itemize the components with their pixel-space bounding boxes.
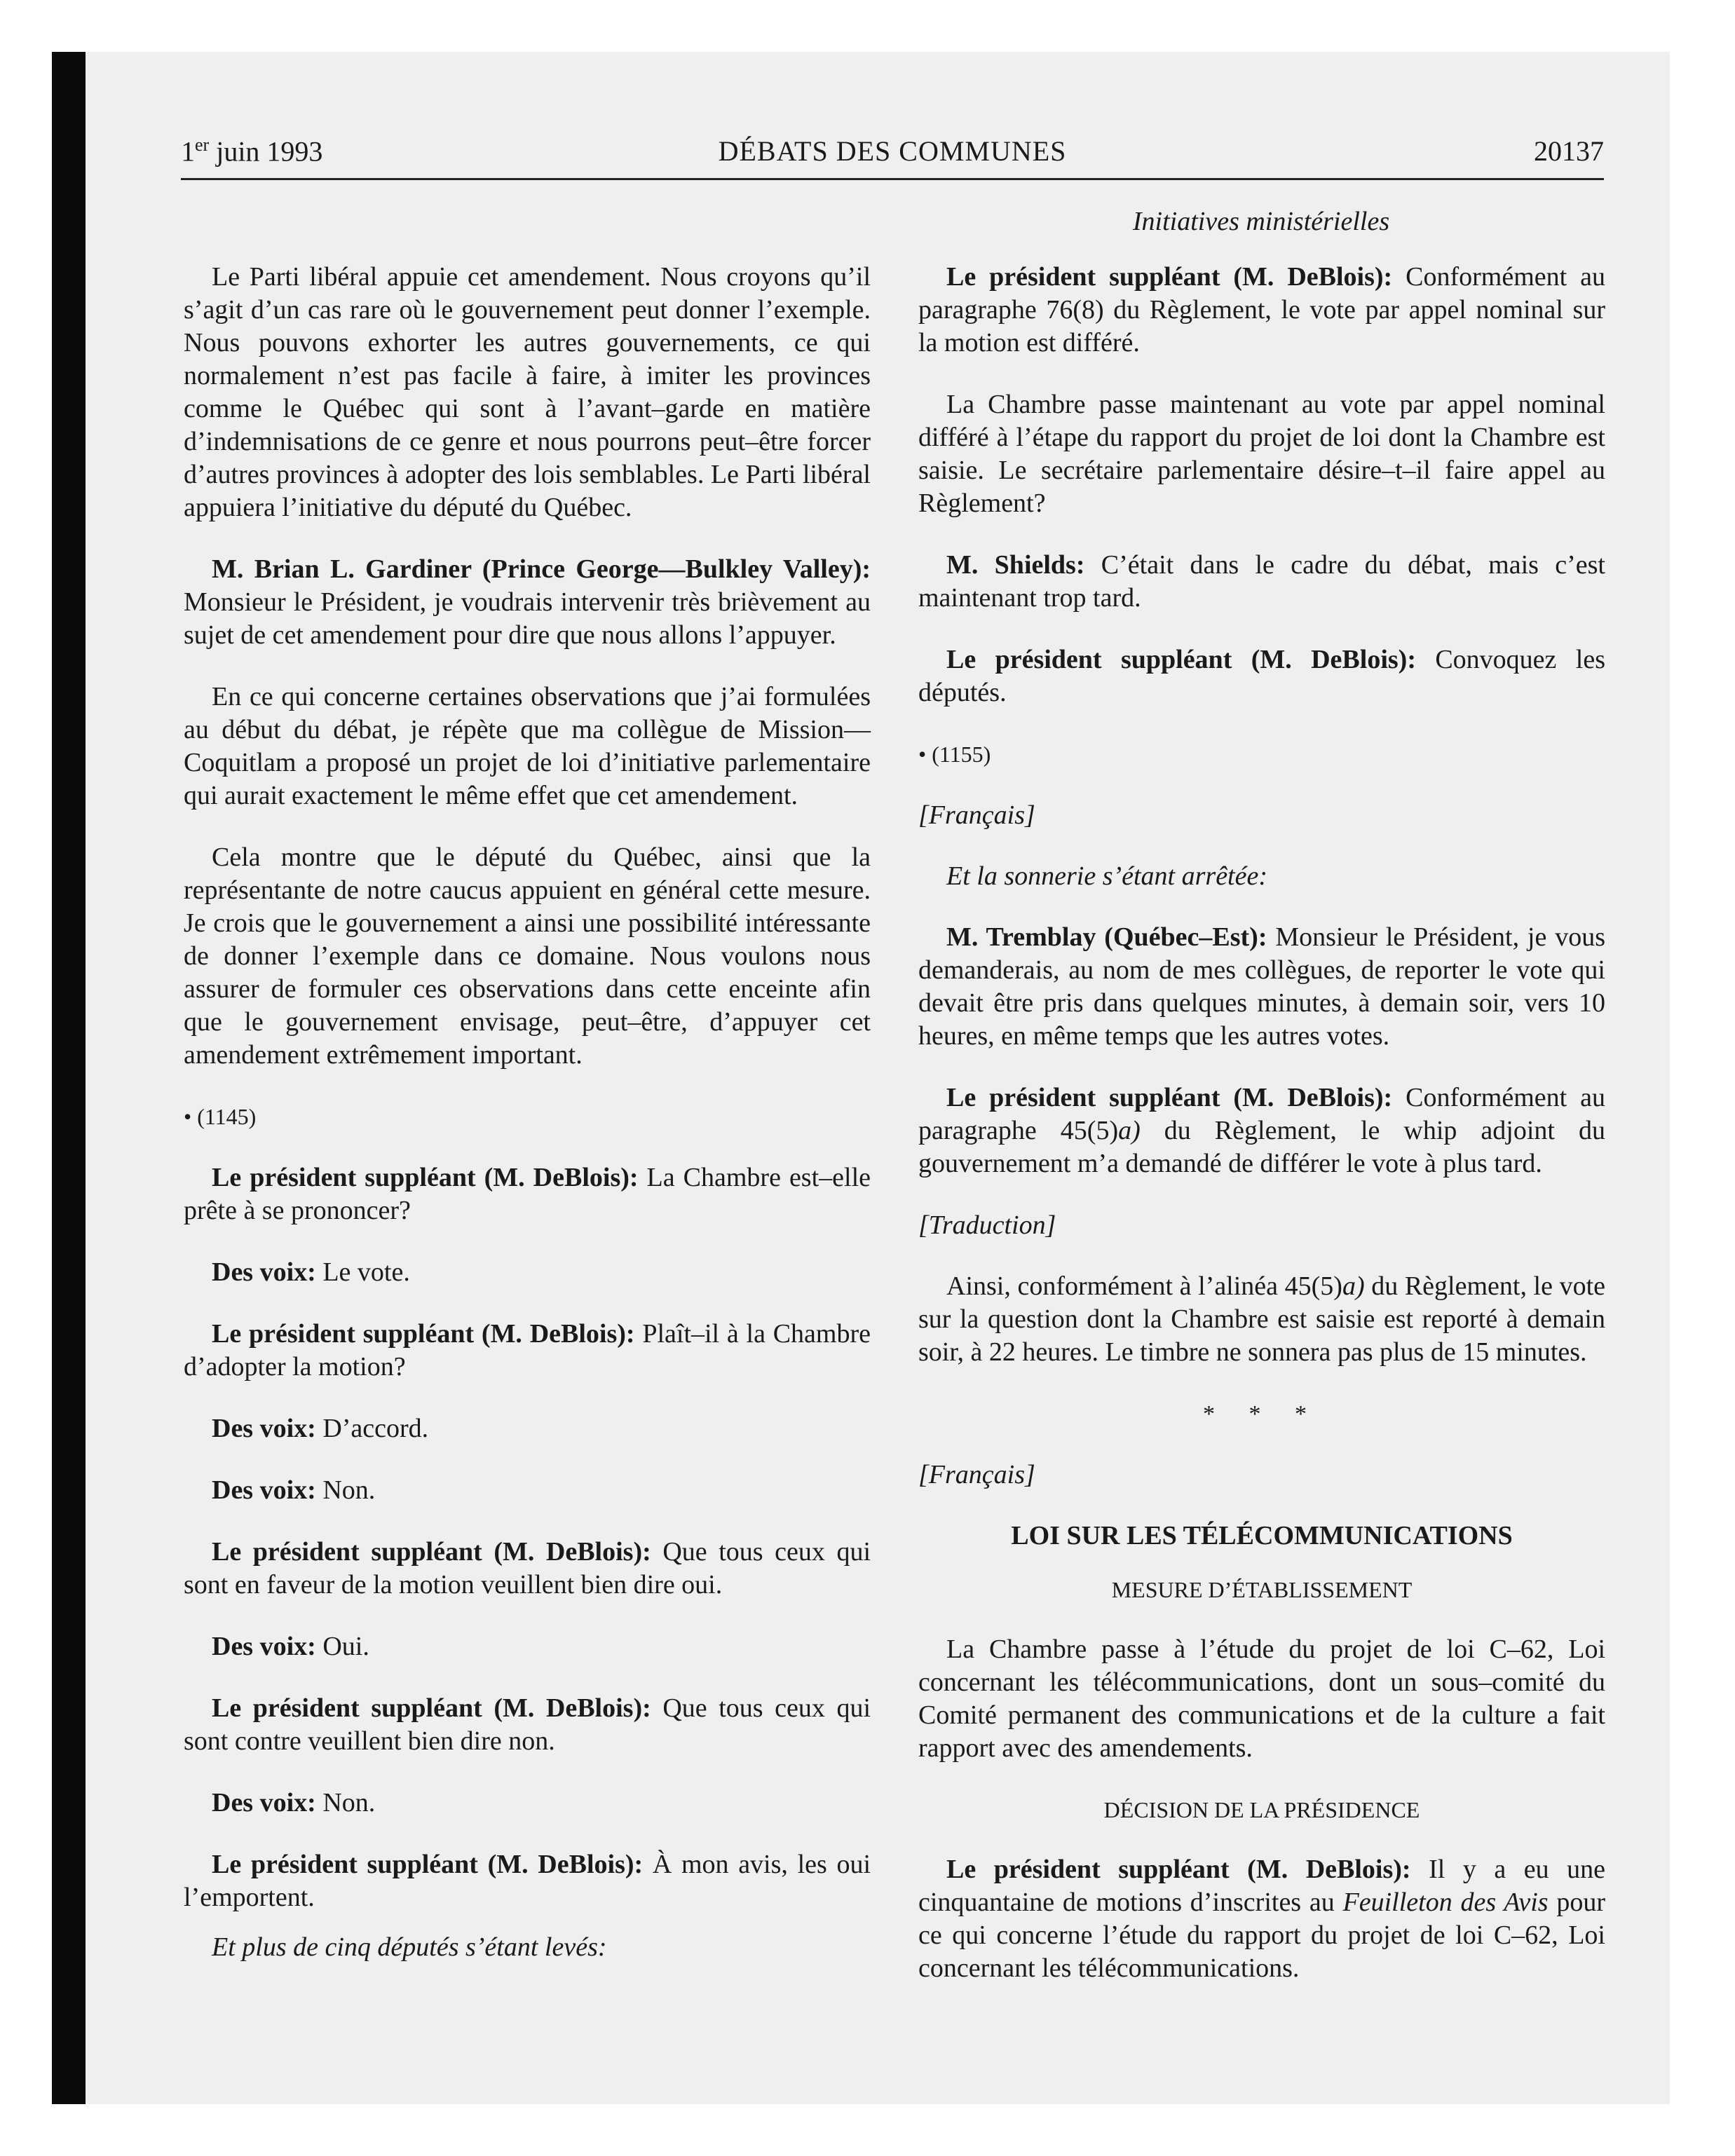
paragraph: Le président suppléant (M. DeBlois): Conformément au paragraphe 45(5)a) du Règlement, le whip adjoint du gouvernement m’a demandé de différer le vote à plus tard. [918,1083,1605,1178]
speaker-name: Des voix: [212,1475,316,1505]
stage-direction: Et la sonnerie s’étant arrêtée: [946,861,1268,891]
paragraph: La Chambre passe à l’étude du projet de loi C–62, Loi concernant les télécommunications, dont un sous–comité du Comité permanent des communications et de la culture a fait rapport avec des amendements. [918,1635,1605,1763]
paragraph: Le président suppléant (M. DeBlois): La Chambre est–elle prête à se prononcer? [184,1163,871,1225]
header-title: DÉBATS DES COMMUNES [718,135,1067,167]
paragraph: Des voix: Le vote. [212,1257,410,1287]
page-number: 20137 [1534,135,1604,167]
speaker-name: Le président suppléant (M. DeBlois): [946,262,1393,292]
time-marker: • (1145) [184,1104,257,1129]
section-separator: * * * [1203,1401,1321,1427]
paragraph: En ce qui concerne certaines observations que j’ai formulées au début du débat, je répète que ma collègue de Mission—Coquitlam a proposé un projet de loi d’initiative parlementaire qui aurait exactement le même effet que cet amendement. [184,682,871,810]
paragraph: Le président suppléant (M. DeBlois): Il y a eu une cinquantaine de motions d’inscrites au Feuilleton des Avis pour ce qui concerne l’étude du rapport du projet de loi C–62, Loi concernant les télécommunications. [918,1855,1606,1983]
language-tag: [Français] [918,1460,1035,1489]
speaker-name: Le président suppléant (M. DeBlois): [212,1163,639,1192]
speaker-name: Le président suppléant (M. DeBlois): [946,1083,1393,1112]
right-column [918,261,1605,2014]
paragraph: Le président suppléant (M. DeBlois): Que tous ceux qui sont contre veuillent bien dire non. [184,1693,871,1756]
paragraph: Le président suppléant (M. DeBlois): Que tous ceux qui sont en faveur de la motion veuillent bien dire oui. [184,1537,871,1599]
speaker-name: Le président suppléant (M. DeBlois): [946,645,1416,674]
speaker-name: Des voix: [212,1414,316,1443]
page-header [181,133,1604,180]
language-tag: [Français] [918,800,1035,830]
paragraph: Des voix: Non. [212,1788,376,1817]
paragraph: Le président suppléant (M. DeBlois): Plaît–il à la Chambre d’adopter la motion? [184,1319,871,1381]
header-date: 1er juin 1993 [181,135,323,168]
speaker-name: Des voix: [212,1632,316,1661]
paragraph: Le président suppléant (M. DeBlois): Convoquez les députés. [918,645,1605,707]
paragraph: La Chambre passe maintenant au vote par appel nominal différé à l’étape du rapport du projet de loi dont la Chambre est saisie. Le secrétaire parlementaire désire–t–il faire appel au Règlement? [918,390,1605,518]
speaker-name: M. Shields: [946,550,1085,580]
section-title: LOI SUR LES TÉLÉCOMMUNICATIONS [1011,1521,1513,1550]
section-subtitle: MESURE D’ÉTABLISSEMENT [1111,1577,1413,1602]
speaker-name: Le président suppléant (M. DeBlois): [212,1537,651,1567]
stage-direction: Et plus de cinq députés s’étant levés: [212,1932,607,1962]
speaker-name: Le président suppléant (M. DeBlois): [212,1319,635,1349]
paragraph: Le président suppléant (M. DeBlois): À mon avis, les oui l’emportent. [184,1850,871,1912]
paragraph: Des voix: Oui. [212,1632,369,1661]
speaker-name: M. Brian L. Gardiner (Prince George—Bulkley Valley): [212,554,871,584]
paragraph: Des voix: D’accord. [212,1414,429,1443]
paragraph: Des voix: Non. [212,1475,376,1505]
running-head: Initiatives ministérielles [1132,207,1390,236]
paragraph: M. Brian L. Gardiner (Prince George—Bulkley Valley): Monsieur le Président, je voudrais intervenir très brièvement au sujet de cet amendement pour dire que nous allons l’appuyer. [184,554,871,650]
decision-title: DÉCISION DE LA PRÉSIDENCE [1103,1797,1420,1822]
speaker-name: Des voix: [212,1788,316,1817]
paragraph: Le président suppléant (M. DeBlois): Conformément au paragraphe 76(8) du Règlement, le vote par appel nominal sur la motion est différé. [918,262,1605,357]
speaker-name: Des voix: [212,1257,316,1287]
left-column [184,261,871,1992]
scan-edge-bar [52,52,86,2104]
paragraph: M. Tremblay (Québec–Est): Monsieur le Président, je vous demanderais, au nom de mes collègues, de reporter le vote qui devait être pris dans quelques minutes, à demain soir, vers 10 heures, en même temps que les autres votes. [918,922,1605,1051]
paragraph: Cela montre que le député du Québec, ainsi que la représentante de notre caucus appuient en général cette mesure. Je crois que le gouvernement a ainsi une possibilité intéressante de donner l’exemple dans ce domaine. Nous voulons nous assurer de formuler ces observations dans cette enceinte afin que le gouvernement envisage, peut–être, d’appuyer cet amendement extrêmement important. [184,842,871,1070]
speaker-name: M. Tremblay (Québec–Est): [946,922,1267,952]
speaker-name: Le président suppléant (M. DeBlois): [212,1850,644,1879]
speaker-name: Le président suppléant (M. DeBlois): [212,1693,651,1723]
speaker-name: Le président suppléant (M. DeBlois): [946,1855,1411,1884]
time-marker: • (1155) [918,742,991,767]
paragraph: M. Shields: C’était dans le cadre du débat, mais c’est maintenant trop tard. [918,550,1605,613]
language-tag: [Traduction] [918,1210,1056,1240]
paragraph: Le Parti libéral appuie cet amendement. Nous croyons qu’il s’agit d’un cas rare où le gouvernement peut donner l’exemple. Nous pouvons exhorter les autres gouvernements, ce qui normalement n’est pas facile à faire, à imiter les provinces comme le Québec qui sont à l’avant–garde en matière d’indemnisations de ce genre et nous pourrons peut–être forcer d’autres provinces à adopter des lois semblables. Le Parti libéral appuiera l’initiative du député du Québec. [184,262,871,522]
paragraph: Ainsi, conformément à l’alinéa 45(5)a) du Règlement, le vote sur la question dont la Chambre est saisie est reporté à demain soir, à 22 heures. Le timbre ne sonnera pas plus de 15 minutes. [918,1271,1605,1367]
